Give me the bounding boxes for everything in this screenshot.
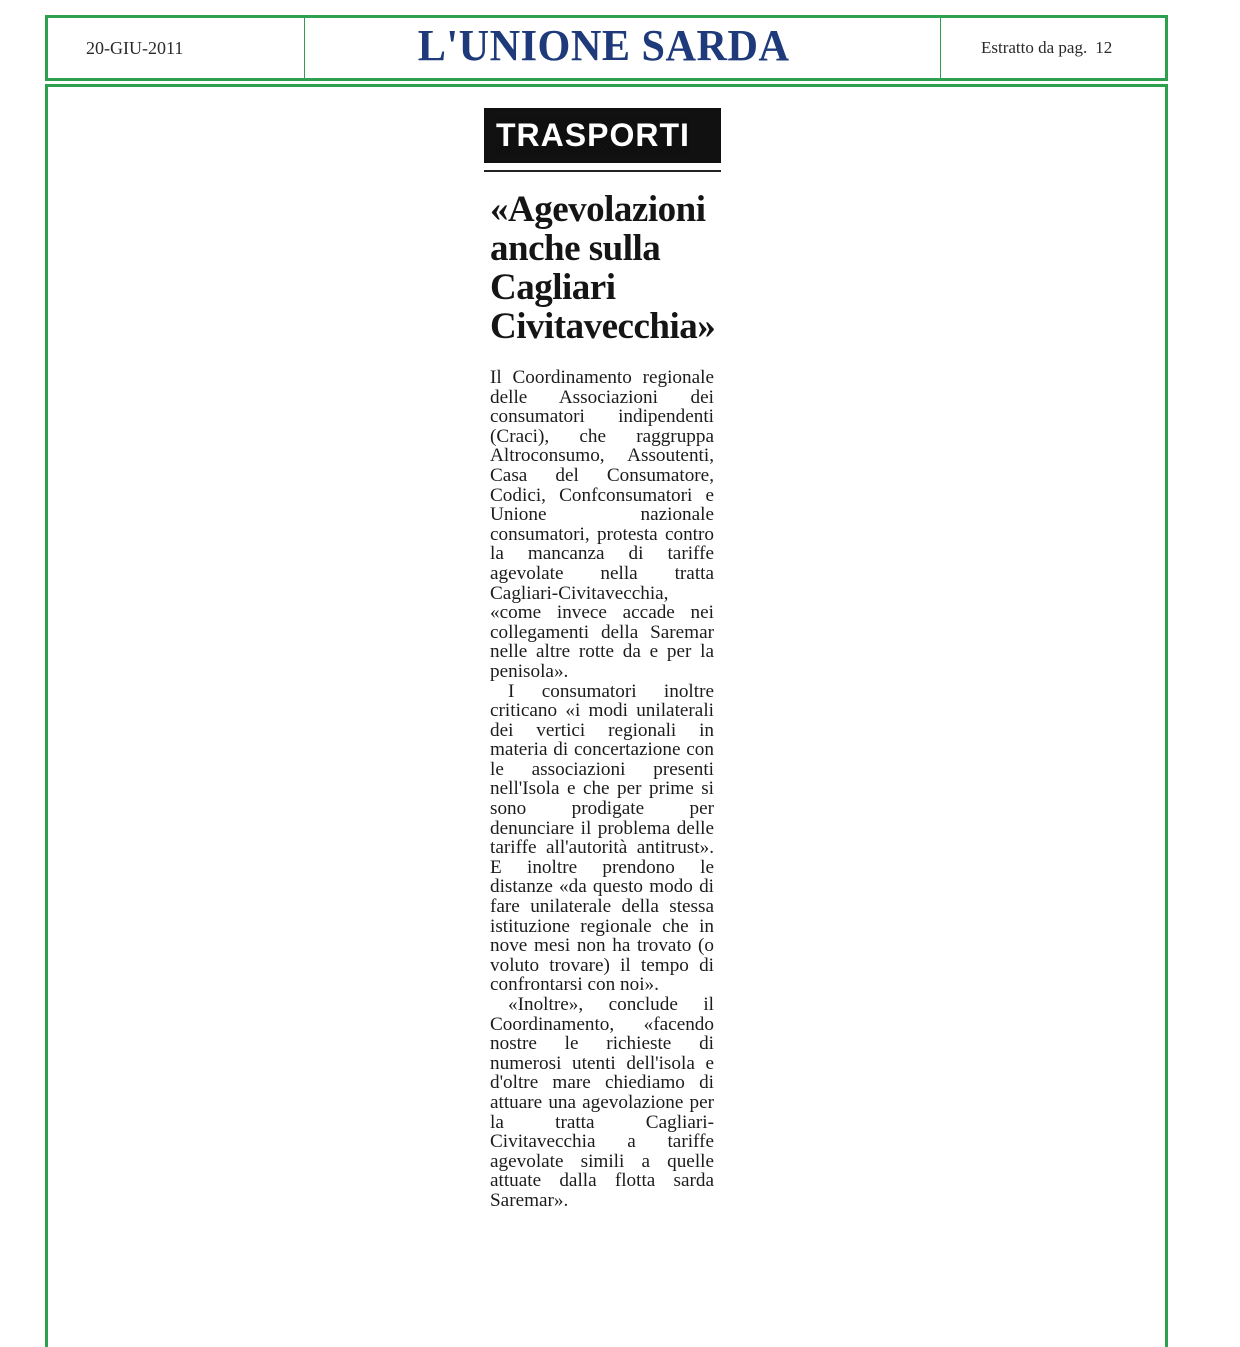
article-body [490, 368, 714, 1211]
article-paragraph-3: «Inoltre», conclude il Coordinamento, «facendo nostre le richieste di numerosi utenti dell'isola e d'oltre mare chiediamo di attuare una agevolazione per la tratta Cagliari-Civitavecchia a tariffe agevolate simili a quelle attuate dalla flotta sarda Saremar». [490, 994, 714, 1211]
page-number: 12 [1095, 38, 1113, 57]
page-header [45, 15, 1168, 81]
section-label [484, 108, 721, 163]
date-text: 20-GIU-2011 [86, 37, 184, 58]
article-paragraph-2: I consumatori inoltre criticano «i modi unilaterali dei vertici regionali in materia di concertazione con le associazioni presenti nell'Isola e che per prime si sono prodigate per denunciare il problema delle tariffe all'autorità antitrust». E inoltre prendono le distanze «da questo modo di fare unilaterale della stessa istituzione regionale che in nove mesi non ha trovato (o voluto trovare) il tempo di confrontarsi con noi». [490, 680, 714, 996]
masthead [267, 18, 941, 78]
article-paragraph-1: Il Coordinamento regionale delle Associazioni dei consumatori indipendenti (Craci), che raggruppa Altroconsumo, Assoutenti, Casa del Consumatore, Codici, Confconsumatori e Unione nazionale consumatori, protesta contro la mancanza di tariffe agevolate nella tratta Cagliari-Civitavecchia, «come invece accade nei collegamenti della Saremar nelle altre rotte da e per la penisola». [490, 367, 714, 682]
extract-label: Estratto da pag. [981, 38, 1088, 57]
page-extract-info [941, 18, 1165, 78]
section-divider [484, 170, 721, 172]
section-label-text: TRASPORTI [496, 117, 690, 153]
article-headline: «Agevolazioni anche sulla Cagliari Civitavecchia» [490, 189, 716, 347]
masthead-logo: L'UNIONE SARDA [417, 21, 790, 70]
